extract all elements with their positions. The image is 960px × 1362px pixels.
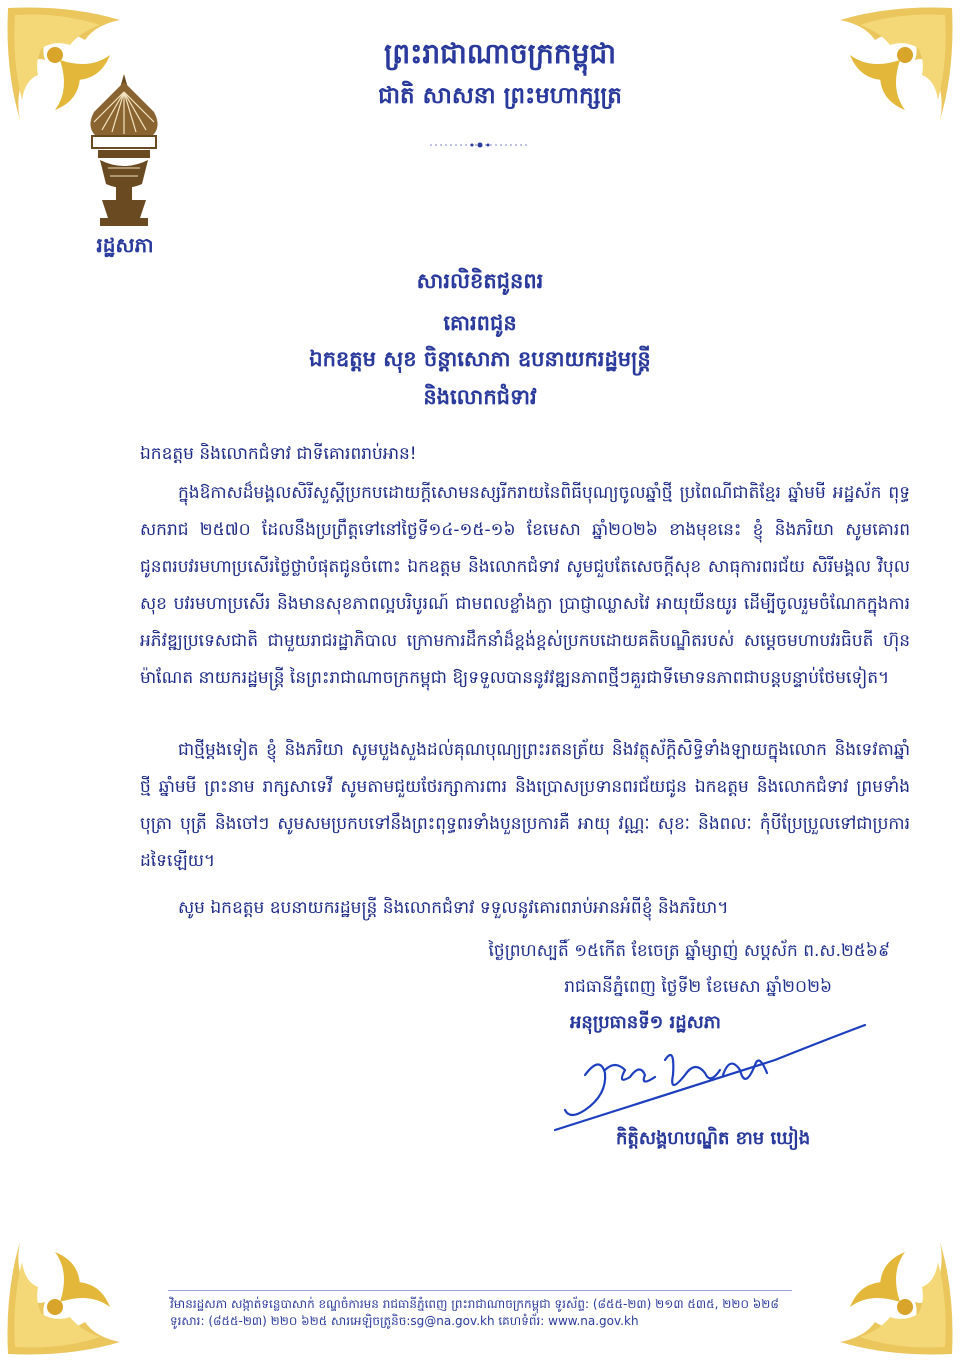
body-paragraph-2: ជាថ្មីម្ដងទៀត ខ្ញុំ និងភរិយា សូមបួងសួងដល់គុណបុណ្យព្រះរតនត្រ័យ និងវត្ថុស័ក្តិសិទ្ធិទាំងឡាយក្នុងលោក និងទេវតាឆ្នាំថ្មី ឆ្នាំមមី ព្រះនាម រាក្សសាទេវី សូមតាមជួយថែរក្សាការពារ និងប្រោសប្រទានពរជ័យជូន ឯកឧត្តម និងលោកជំទាវ ព្រមទាំង បុត្រា បុត្រី និងចៅៗ សូមសមប្រកបទៅនឹងព្រះពុទ្ធពរទាំងបួនប្រការគឺ អាយុ វណ្ណៈ សុខៈ និងពលៈ កុំបីប្រែប្រួលទៅជាប្រការដទៃឡើយ។ xyxy=(140,740,910,871)
addressee-intro: គោរពជូន xyxy=(443,311,517,335)
signatory-title: អនុប្រធានទី១ រដ្ឋសភា xyxy=(570,1012,721,1033)
kingdom-heading: ព្រះរាជាណាចក្រកម្ពុជា xyxy=(383,37,616,70)
institution-label: រដ្ឋសភា xyxy=(96,233,154,257)
national-assembly-emblem-icon xyxy=(82,72,166,232)
footer-divider xyxy=(168,1290,792,1291)
header-divider-ornament xyxy=(430,140,530,150)
letter-title: សារលិខិតជូនពរ xyxy=(416,269,544,293)
footer-contact-line: ទូរសារ: (៨៥៥-២៣) ២២០ ៦២៥ សារអេឡិចត្រូនិច:sg@na.gov.kh គេហទំព័រ: www.na.gov.kh xyxy=(170,1314,639,1328)
closing-line: សូម ឯកឧត្តម ឧបនាយករដ្ឋមន្ត្រី និងលោកជំទាវ ទទួលនូវគោរពរាប់អានអំពីខ្ញុំ និងភរិយា។ xyxy=(178,898,729,918)
footer-address-line: វិមានរដ្ឋសភា សង្កាត់ទន្លេបាសាក់ ខណ្ឌចំការមន រាជធានីភ្នំពេញ ព្រះរាជាណាចក្រកម្ពុជា ទូរស័ព្ទ: (៨៥៥-២៣) ២១៣ ៥៣៥, ២២០ ៦២៨ xyxy=(170,1297,779,1311)
addressee-name: ឯកឧត្តម សុខ ចិន្ដាសោភា ឧបនាយករដ្ឋមន្ដ្រី xyxy=(309,347,651,371)
lunar-date: ថ្ងៃព្រហស្បតិ៍ ១៥កើត ខែចេត្រ ឆ្នាំម្សាញ់ សប្តស័ក ព.ស.២៥៦៩ xyxy=(488,941,890,961)
signatory-name: កិត្តិសង្គហបណ្ឌិត ខាម ឃៀង xyxy=(616,1128,811,1149)
addressee-spouse: និងលោកជំទាវ xyxy=(423,385,537,409)
corner-ornament-bottom-right xyxy=(810,1212,960,1362)
national-motto: ជាតិ សាសនា ព្រះមហាក្សត្រ xyxy=(378,83,622,109)
solar-date: រាជធានីភ្នំពេញ ថ្ងៃទី២ ខែមេសា ឆ្នាំ២០២៦ xyxy=(564,977,832,997)
corner-ornament-top-right xyxy=(810,0,960,150)
footer-contact xyxy=(170,1296,790,1330)
salutation: ឯកឧត្តម និងលោកជំទាវ ជាទីគោរពរាប់អាន! xyxy=(140,444,417,464)
handwritten-signature xyxy=(545,1015,875,1140)
body-paragraph-1: ក្នុងឱកាសដ៏មង្គលសិរីសួស្ដីប្រកបដោយក្ដីសោមនស្សរីករាយនៃពិធីបុណ្យចូលឆ្នាំថ្មី ប្រពៃណីជាតិខ្មែរ ឆ្នាំមមី អដ្ឋស័ក ពុទ្ធសករាជ ២៥៧០ ដែលនឹងប្រព្រឹត្តទៅនៅថ្ងៃទី១៤-១៥-១៦ ខែមេសា ឆ្នាំ២០២៦ ខាងមុខនេះ ខ្ញុំ និងភរិយា សូមគោរពជូនពរបវរមហាប្រសើរថ្លៃថ្លាបំផុតជូនចំពោះ ឯកឧត្តម និងលោកជំទាវ សូមជួបតែសេចក្តីសុខ សាធុការពរជ័យ សិរីមង្គល វិបុលសុខ បវរមហាប្រសើរ និងមានសុខភាពល្អបរិបូរណ៍ ជាមពលខ្លាំងក្លា ប្រាជ្ញាឈ្លាសវៃ អាយុយឺនយូរ ដើម្បីចូលរួមចំណែកក្នុងការអភិវឌ្ឍប្រទេសជាតិ ជាមួយរាជរដ្ឋាភិបាល ក្រោមការដឹកនាំដ៏ខ្ពង់ខ្ពស់ប្រកបដោយគតិបណ្ឌិតរបស់ សម្ដេចមហាបវរធិបតី ហ៊ុន ម៉ាណែត នាយករដ្ឋមន្ត្រី នៃព្រះរាជាណាចក្រកម្ពុជា ឱ្យទទួលបាននូវវឌ្ឍនភាពថ្មីៗគួរជាទីមោទនភាពជាបន្តបន្ទាប់ថែមទៀត។ xyxy=(140,483,910,688)
corner-ornament-bottom-left xyxy=(0,1212,150,1362)
